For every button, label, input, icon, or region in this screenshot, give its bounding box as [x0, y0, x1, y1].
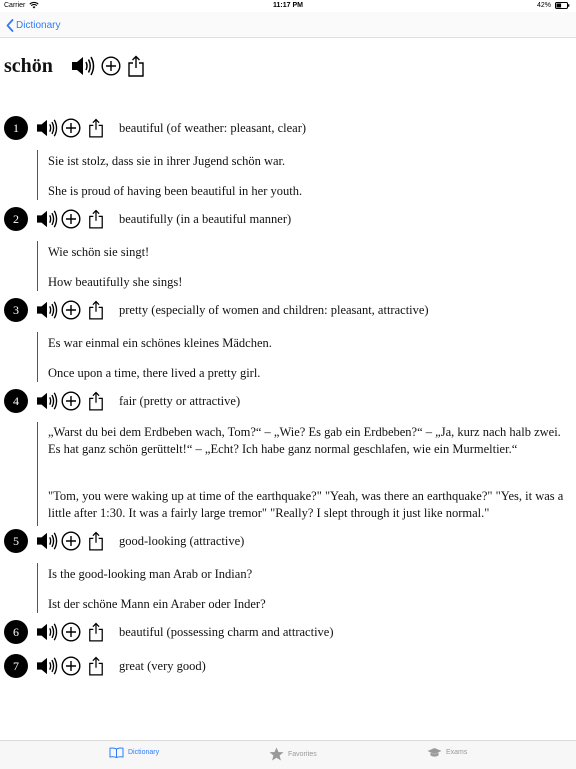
sense-number: 3 — [4, 298, 28, 322]
back-button[interactable] — [6, 17, 60, 33]
share-icon[interactable] — [127, 55, 145, 77]
tab-label: Dictionary — [128, 749, 160, 756]
sense-row — [4, 207, 291, 231]
add-circle-icon[interactable] — [61, 656, 81, 676]
share-icon[interactable] — [88, 300, 104, 320]
sense-row — [4, 529, 244, 553]
speaker-icon[interactable] — [36, 300, 58, 320]
sense-number: 4 — [4, 389, 28, 413]
share-icon[interactable] — [88, 622, 104, 642]
carrier-label: Carrier — [4, 2, 26, 9]
battery-icon — [555, 2, 570, 9]
add-circle-icon[interactable] — [101, 56, 121, 76]
add-circle-icon[interactable] — [61, 622, 81, 642]
navigation-bar — [0, 12, 576, 38]
share-icon[interactable] — [88, 209, 104, 229]
sense-gloss: fair (pretty or attractive) — [119, 393, 241, 408]
example-sentence: Wie schön sie singt! — [48, 245, 150, 259]
back-button-label: Dictionary — [16, 19, 61, 31]
sense-gloss: beautifully (in a beautiful manner) — [119, 211, 292, 226]
example-sentence: Sie ist stolz, dass sie in ihrer Jugend schön war. — [48, 154, 286, 168]
example-translation: How beautifully she sings! — [48, 275, 183, 289]
example-sentence: „Warst du bei dem Erdbeben wach, Tom?“ – „Wie? Es gab ein Erdbeben?“ – „Ja, kurz nach halb zwei. Es hat ganz schön gerüttelt!“ – „Echt? Ich habe ganz normal geschlafen, wie ein Murmeltier.“ — [48, 425, 561, 456]
headword: schön — [4, 54, 53, 77]
sense-number: 6 — [4, 620, 28, 644]
tab-label: Exams — [446, 749, 468, 756]
sense-number: 2 — [4, 207, 28, 231]
add-circle-icon[interactable] — [61, 391, 81, 411]
add-circle-icon[interactable] — [61, 118, 81, 138]
share-icon[interactable] — [88, 531, 104, 551]
sense-gloss: pretty (especially of women and children: pleasant, attractive) — [119, 302, 429, 317]
tab-label: Favorites — [288, 750, 317, 758]
speaker-icon[interactable] — [36, 531, 58, 551]
example-translation: Once upon a time, there lived a pretty girl. — [48, 366, 261, 380]
status-time: 11:17 PM — [273, 2, 303, 9]
speaker-icon[interactable] — [36, 118, 58, 138]
example-sentence: Is the good-looking man Arab or Indian? — [48, 567, 253, 581]
example-translation: She is proud of having been beautiful in her youth. — [48, 184, 303, 198]
tab-exams[interactable] — [427, 747, 467, 758]
example-sentence: Es war einmal ein schönes kleines Mädchen. — [48, 336, 272, 350]
sense-gloss: good-looking (attractive) — [119, 533, 245, 548]
add-circle-icon[interactable] — [61, 531, 81, 551]
headword-row — [4, 52, 151, 80]
sense-number: 7 — [4, 654, 28, 678]
examples-block — [37, 332, 573, 382]
examples-block — [37, 422, 573, 526]
examples-block — [37, 241, 573, 291]
sense-gloss: beautiful (possessing charm and attractive) — [119, 624, 334, 639]
speaker-icon[interactable] — [36, 656, 58, 676]
speaker-icon[interactable] — [71, 55, 95, 77]
share-icon[interactable] — [88, 656, 104, 676]
sense-row — [4, 389, 240, 413]
speaker-icon[interactable] — [36, 622, 58, 642]
example-translation: Ist der schöne Mann ein Araber oder Inder? — [48, 597, 266, 611]
sense-row — [4, 298, 429, 322]
sense-number: 1 — [4, 116, 28, 140]
examples-block — [37, 150, 573, 200]
speaker-icon[interactable] — [36, 209, 58, 229]
tab-bar — [0, 740, 576, 769]
speaker-icon[interactable] — [36, 391, 58, 411]
share-icon[interactable] — [88, 118, 104, 138]
example-translation: "Tom, you were waking up at time of the earthquake?" "Yeah, was there an earthquake?" "Yes, it was a little after 1:30. It was a fairly large tremor" "Really? I slept through it just like normal." — [48, 489, 564, 520]
sense-row — [4, 620, 334, 644]
battery-percent: 42% — [536, 2, 551, 9]
sense-gloss: beautiful (of weather: pleasant, clear) — [119, 120, 307, 135]
sense-row — [4, 116, 306, 140]
tab-dictionary[interactable] — [109, 747, 159, 758]
star-icon — [269, 747, 284, 761]
add-circle-icon[interactable] — [61, 300, 81, 320]
sense-row — [4, 654, 206, 678]
graduation-cap-icon — [427, 747, 442, 758]
add-circle-icon[interactable] — [61, 209, 81, 229]
examples-block — [37, 563, 573, 613]
sense-number: 5 — [4, 529, 28, 553]
sense-gloss: great (very good) — [119, 658, 206, 673]
chevron-left-icon — [6, 19, 14, 32]
share-icon[interactable] — [88, 391, 104, 411]
tab-favorites[interactable] — [269, 747, 317, 761]
book-icon — [109, 747, 124, 758]
status-bar — [0, 0, 576, 12]
